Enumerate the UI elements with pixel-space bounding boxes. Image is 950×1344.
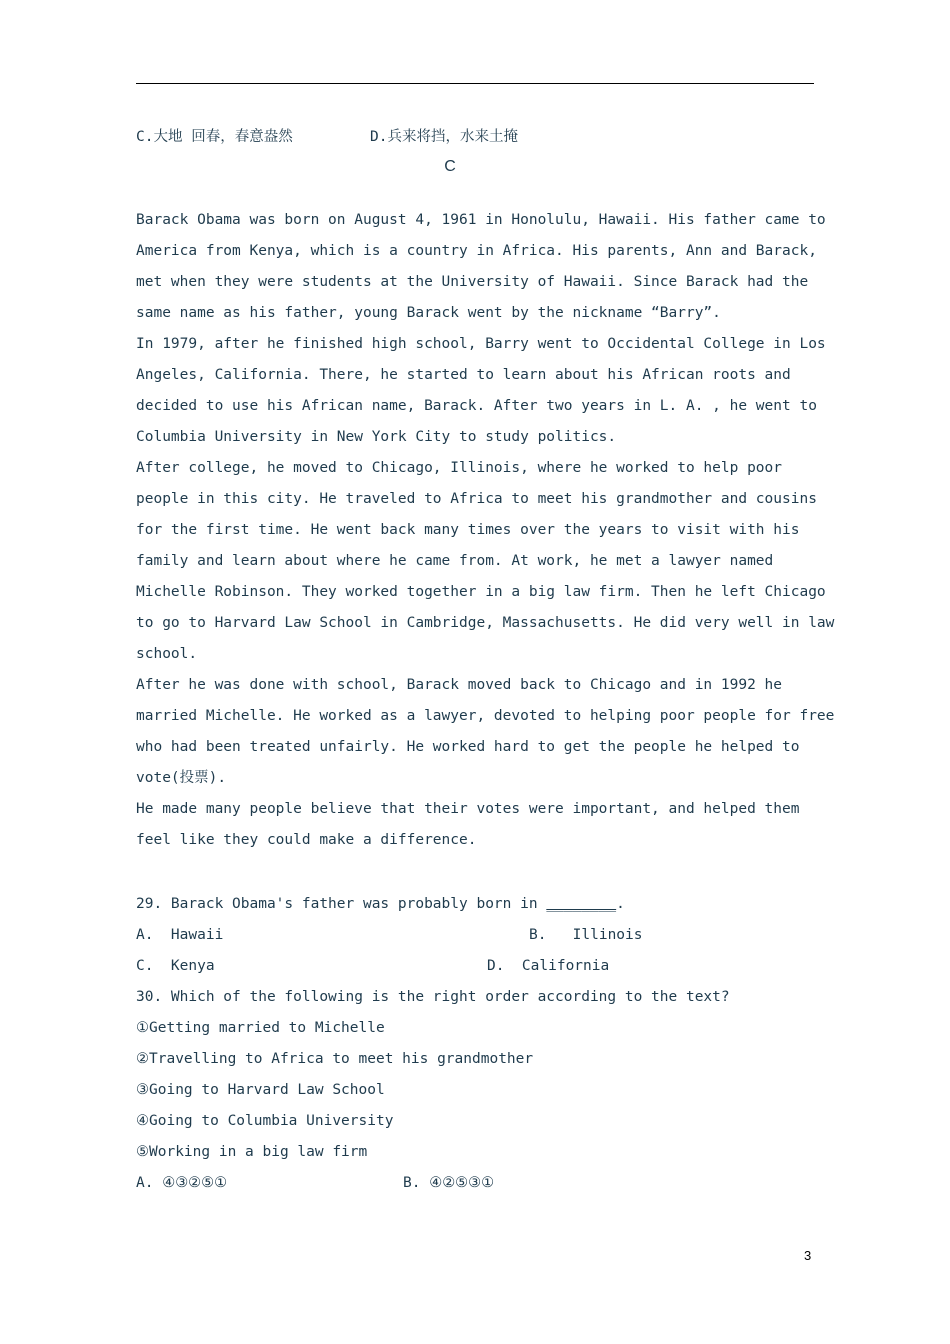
passage-line: Columbia University in New York City to study politics. [136, 429, 617, 445]
section-heading: C [444, 158, 456, 175]
passage-line: He made many people believe that their votes were important, and helped them [136, 801, 800, 817]
q30-item: ②Travelling to Africa to meet his grandmother [136, 1051, 534, 1067]
passage-line: Barack Obama was born on August 4, 1961 in Honolulu, Hawaii. His father came to [136, 212, 826, 228]
q29-blank: ________ [546, 896, 617, 912]
q30-item: ⑤Working in a big law firm [136, 1144, 368, 1160]
question-29-stem [136, 894, 625, 914]
q29-stem-text: 29. Barack Obama's father was probably born in [136, 896, 547, 912]
passage-line: same name as his father, young Barack went by the nickname “Barry”. [136, 305, 721, 321]
passage-line: America from Kenya, which is a country in Africa. His parents, Ann and Barack, [136, 243, 817, 259]
q30-option-b: B. ④②⑤③① [403, 1175, 495, 1191]
q29-option-b: B. Illinois [529, 927, 643, 943]
passage-line: After he was done with school, Barack moved back to Chicago and in 1992 he [136, 677, 783, 693]
header-rule [136, 83, 814, 84]
q30-option-a: A. ④③②⑤① [136, 1175, 228, 1191]
passage-line: for the first time. He went back many times over the years to visit with his [136, 522, 800, 538]
option-c-prev: C.大地 回春，春意盎然 [136, 129, 293, 145]
passage-line: decided to use his African name, Barack. After two years in L. A. , he went to [136, 398, 817, 414]
passage-line: people in this city. He traveled to Africa to meet his grandmother and cousins [136, 491, 817, 507]
page-number: 3 [804, 1248, 812, 1263]
q29-stem-end: . [616, 896, 625, 912]
passage-line: In 1979, after he finished high school, Barry went to Occidental College in Los [136, 336, 826, 352]
passage-line: who had been treated unfairly. He worked hard to get the people he helped to [136, 739, 800, 755]
passage-line: Angeles, California. There, he started to learn about his African roots and [136, 367, 791, 383]
passage-line: After college, he moved to Chicago, Illinois, where he worked to help poor [136, 460, 783, 476]
passage-line: feel like they could make a difference. [136, 832, 477, 848]
q29-option-d: D. California [487, 958, 610, 974]
passage-line: vote(投票). [136, 770, 227, 786]
q30-item: ①Getting married to Michelle [136, 1020, 385, 1036]
q29-option-a: A. Hawaii [136, 927, 224, 943]
passage-line: met when they were students at the University of Hawaii. Since Barack had the [136, 274, 809, 290]
passage-line: family and learn about where he came from. At work, he met a lawyer named [136, 553, 774, 569]
passage-line: Michelle Robinson. They worked together in a big law firm. Then he left Chicago [136, 584, 826, 600]
q30-item: ③Going to Harvard Law School [136, 1082, 385, 1098]
q29-option-c: C. Kenya [136, 958, 215, 974]
question-30-stem: 30. Which of the following is the right order according to the text? [136, 989, 730, 1005]
passage-line: to go to Harvard Law School in Cambridge, Massachusetts. He did very well in law [136, 615, 835, 631]
passage-line: married Michelle. He worked as a lawyer, devoted to helping poor people for free [136, 708, 835, 724]
q30-item: ④Going to Columbia University [136, 1113, 394, 1129]
passage-line: school. [136, 646, 198, 662]
option-d-prev: D.兵来将挡，水来土掩 [370, 129, 518, 145]
